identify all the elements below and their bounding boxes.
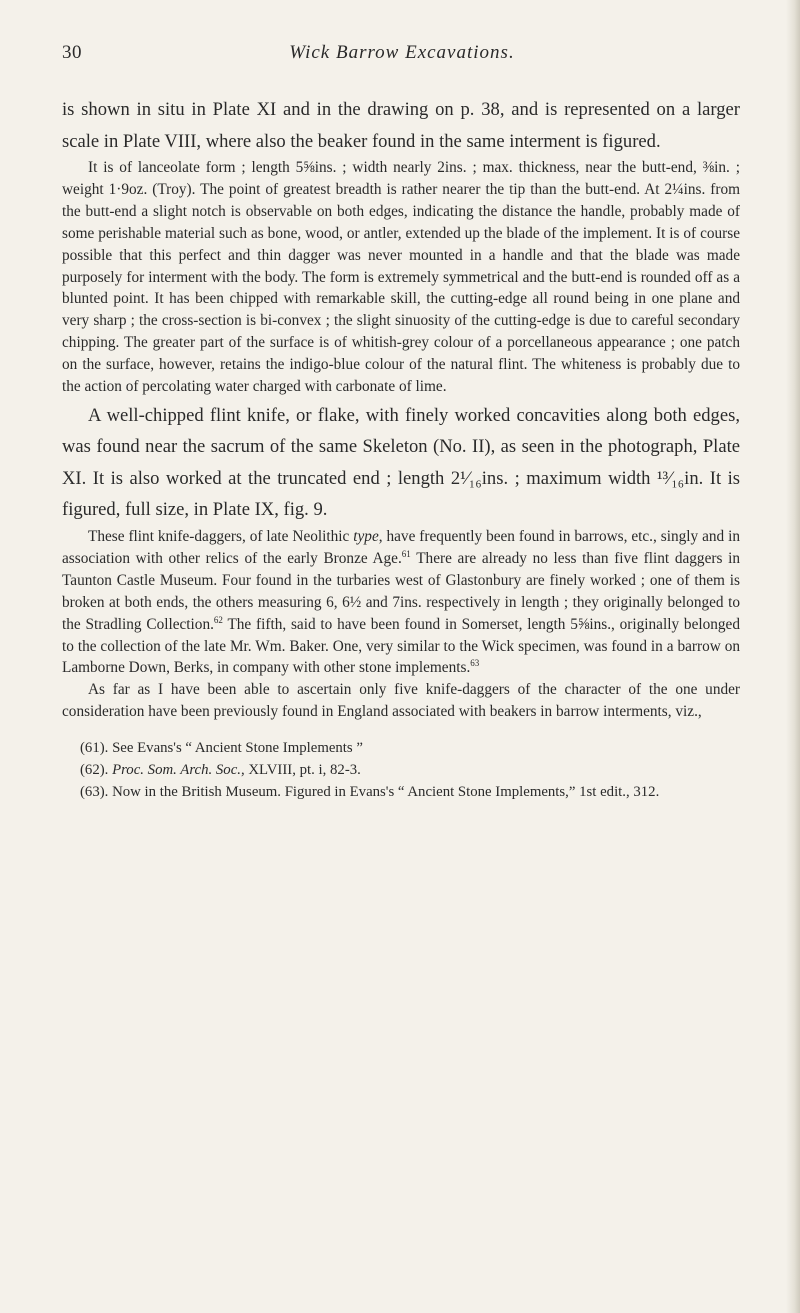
paragraph-knife-daggers [62, 526, 740, 679]
paragraph-flint-knife: A well-chipped flint knife, or flake, with finely worked concavities along both edges, was found near the sacrum of the same Skeleton (No. II), as seen in the photograph, Plate XI. It is also worked at the truncated end ; length 2¹⁄₁₆ins. ; maximum width ¹³⁄₁₆in. It is figured, full size, in Plate IX, fig. 9. [62, 404, 740, 521]
footnote-number: (61). [80, 740, 109, 757]
footnote-number: (62). [80, 762, 109, 779]
footnote-61 [62, 737, 740, 759]
text-run: These flint knife-daggers, of late Neolithic [88, 527, 354, 545]
footnote-63 [62, 781, 740, 803]
footnote-ref-61[interactable]: 61 [401, 548, 411, 559]
footnote-62 [62, 759, 740, 781]
footnote-ref-62[interactable]: 62 [213, 614, 223, 625]
paragraph-dagger-description: It is of lanceolate form ; length 5⅝ins. ; width nearly 2ins. ; max. thickness, near the butt-end, ⅜in. ; weight 1·9oz. (Troy). The point of greatest breadth is rather nearer the tip than the butt-end. At 2¼ins. from the butt-end a slight notch is observable on both edges, indicating the distance the handle, probably made of some perishable material such as bone, wood, or antler, extended up the blade of the implement. It is of course possible that this perfect and thin dagger was never mounted in a handle and that the blade was made purposely for interment with the body. The form is extremely symmetrical and the butt-end is rounded off as a blunted point. It has been chipped with remarkable skill, the cutting-edge all round being in one plane and very sharp ; the cross-section is bi-convex ; the slight sinuosity of the cutting-edge is due to careful secondary chipping. The greater part of the surface is of whitish-grey colour of a porcellaneous appearance ; one patch on the surface, however, retains the indigo-blue colour of the natural flint. The whiteness is probably due to the action of percolating water charged with carbonate of lime. [62, 159, 740, 396]
running-title: Wick Barrow Excavations. [289, 42, 515, 63]
footnotes [62, 737, 740, 803]
paragraph-intro: is shown in situ in Plate XI and in the drawing on p. 38, and is represented on a larger scale in Plate VIII, where also the beaker found in the same interment is figured. [62, 99, 740, 152]
footnote-text: See Evans's “ Ancient Stone Implements ” [112, 740, 363, 757]
footnote-number: (63). [80, 784, 109, 801]
text-run: There are already no less than five flint daggers in Taunton Castle Museum. Four found in the turbaries west of Glastonbury are finely worked ; one of them is broken at both ends, the others measuring 6, 6½ and 7ins. respectively in length ; they originally belonged to the Stradling Collection. [62, 549, 740, 633]
page-body [62, 94, 740, 803]
page-header [62, 40, 742, 68]
text-run: , have frequently been found in barrows, etc., singly and in association with other relics of the early Bronze Age. [62, 527, 740, 567]
footnote-italic: Proc. Som. Arch. Soc. [112, 762, 241, 779]
footnote-ref-63[interactable]: 63 [470, 658, 480, 669]
page-number: 30 [62, 42, 82, 63]
paragraph-conclusion: As far as I have been able to ascertain only five knife-daggers of the character of the one under consideration have been previously found in England associated with beakers in barrow interments, viz., [62, 681, 740, 721]
text-run: The fifth, said to have been found in Somerset, length 5⅝ins., originally belonged to the collection of the late Mr. Wm. Baker. One, very similar to the Wick specimen, was found in a barrow on Lamborne Down, Berks, in company with other stone implements. [62, 615, 740, 677]
italic-text: type [353, 527, 379, 545]
footnote-text: Now in the British Museum. Figured in Evans's “ Ancient Stone Implements,” 1st edit., 312. [112, 784, 660, 801]
page-edge-shadow [786, 0, 800, 1313]
footnote-text: , XLVIII, pt. i, 82-3. [240, 762, 361, 779]
